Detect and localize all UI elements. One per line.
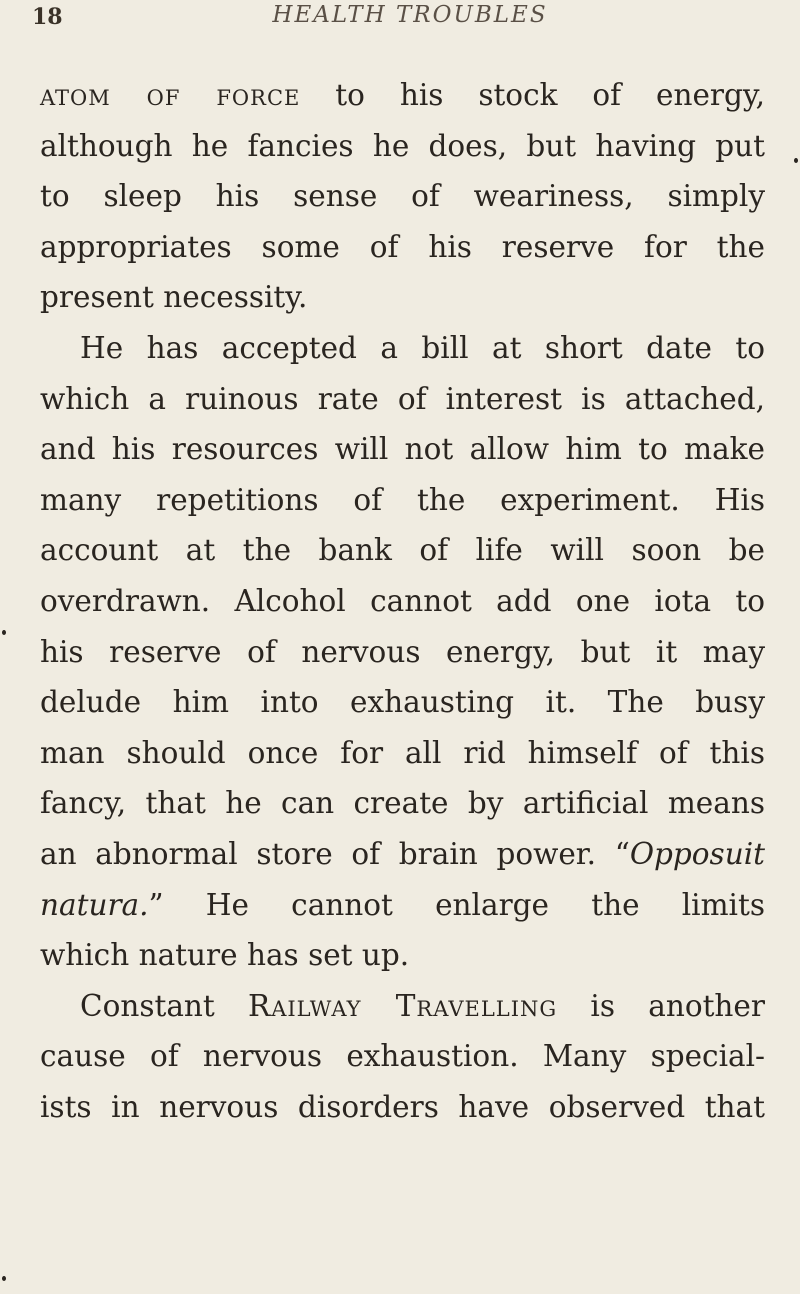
- page-number: 18: [32, 4, 63, 30]
- text-line: [40, 525, 765, 576]
- text-line: [40, 829, 765, 880]
- margin-mark: [794, 158, 798, 163]
- text-line: [40, 981, 765, 1032]
- text-run: present necessity.: [40, 280, 308, 315]
- text-line: [40, 475, 765, 526]
- text-line: [40, 677, 765, 728]
- small-caps-text: Railway Travelling: [248, 988, 558, 1023]
- text-line: [40, 374, 765, 425]
- text-run: cause of nervous exhaustion. Many special-: [40, 1039, 765, 1074]
- text-run: overdrawn. Alcohol cannot add one iota to: [40, 583, 765, 618]
- margin-mark: [2, 630, 6, 635]
- paragraph: [40, 323, 765, 981]
- text-line: [40, 121, 765, 172]
- text-run: delude him into exhausting it. The busy: [40, 685, 765, 720]
- text-line: [40, 171, 765, 222]
- text-run: although he fancies he does, but having put: [40, 128, 765, 163]
- text-line: [40, 222, 765, 273]
- text-run: an abnormal store of brain power. “: [40, 836, 630, 871]
- text-line: [40, 70, 765, 121]
- paragraph: [40, 70, 765, 323]
- text-run: ists in nervous disorders have observed that: [40, 1089, 765, 1124]
- text-line: [40, 1031, 765, 1082]
- text-run: fancy, that he can create by artificial means: [40, 786, 765, 821]
- text-line: [40, 424, 765, 475]
- text-run: and his resources will not allow him to make: [40, 432, 765, 467]
- text-run: account at the bank of life will soon be: [40, 533, 765, 568]
- running-head: HEALTH TROUBLES: [272, 2, 548, 28]
- text-run: He has accepted a bill at short date to: [80, 330, 765, 365]
- text-line: [40, 323, 765, 374]
- text-run: which nature has set up.: [40, 938, 410, 973]
- text-run: is another: [557, 988, 765, 1023]
- text-run: his reserve of nervous energy, but it may: [40, 634, 765, 669]
- text-run: many repetitions of the experiment. His: [40, 482, 765, 517]
- page-header: [0, 0, 800, 40]
- text-run: Constant: [80, 988, 248, 1023]
- italic-text: Opposuit: [629, 836, 765, 871]
- italic-text: natura.: [40, 887, 149, 922]
- body-text: [40, 70, 765, 1132]
- text-run: appropriates some of his reserve for the: [40, 229, 765, 264]
- text-run: to sleep his sense of weariness, simply: [40, 179, 765, 214]
- small-caps-text: atom of force: [40, 78, 301, 112]
- text-line: [40, 728, 765, 779]
- text-run: which a ruinous rate of interest is attached,: [40, 381, 765, 416]
- text-line: [40, 880, 765, 931]
- text-line: [40, 1082, 765, 1133]
- margin-mark: [2, 1276, 6, 1281]
- text-line: [40, 627, 765, 678]
- paragraph: [40, 981, 765, 1133]
- text-line: [40, 930, 765, 981]
- text-line: [40, 272, 765, 323]
- text-run: to his stock of energy,: [300, 78, 766, 112]
- text-line: [40, 778, 765, 829]
- text-line: [40, 576, 765, 627]
- text-run: man should once for all rid himself of this: [40, 735, 765, 770]
- text-run: ” He cannot enlarge the limits: [148, 887, 765, 922]
